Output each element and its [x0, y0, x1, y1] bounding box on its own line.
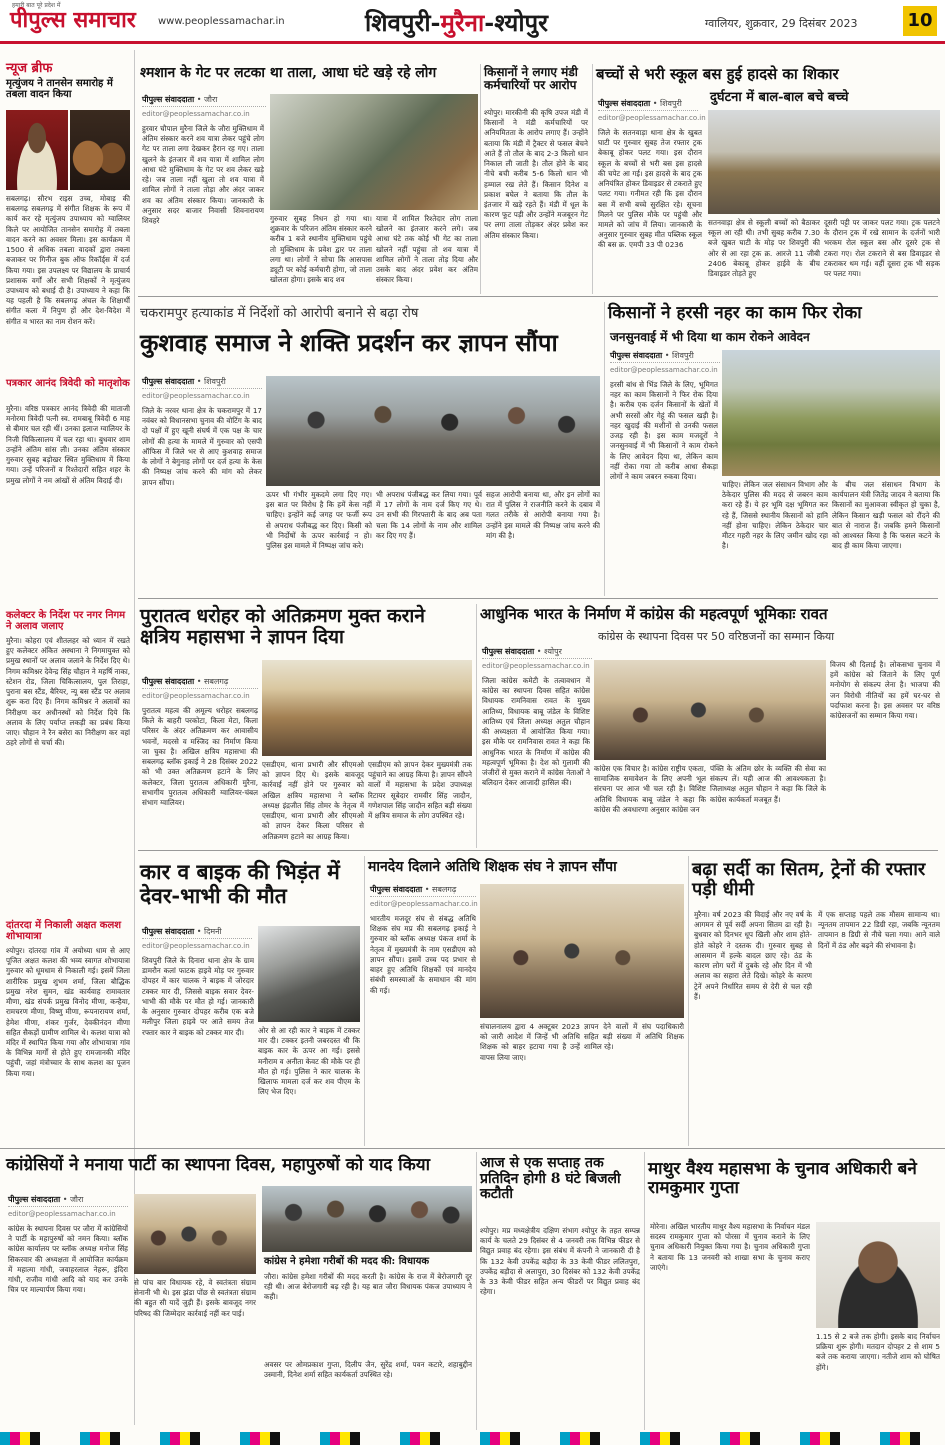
story-headline: कांग्रेसियों ने मनाया पार्टी का स्थापना दिवस, महापुरुषों को याद किया	[6, 1155, 431, 1175]
protest-crowd-photo	[266, 376, 600, 486]
story-headline: किसानों ने लगाए मंडी कर्मचारियों पर आरोप	[484, 65, 578, 93]
story-headline: आज से एक सप्ताह तक प्रतिदिन होगी 8 घंटे बिजली कटौती	[480, 1155, 621, 1203]
byline: पीपुल्स संवाददाता • श्योपुर	[482, 646, 592, 659]
column-rule	[592, 64, 593, 294]
story-body: अवसर पर ओमप्रकाश गुप्ता, दिलीप जैन, सुरेंद्र शर्मा, पवन कटारे, शहाबुद्दीन उस्मानी, दिनेश शर्मा सहित कार्यकर्ता उपस्थित रहे।	[264, 1360, 472, 1380]
brief-headline: पत्रकार आनंद त्रिवेदी को मातृशोक	[6, 378, 130, 389]
brief-headline: दांतरदा में निकाली अक्षत कलश शोभायात्रा	[6, 920, 122, 943]
editor-email[interactable]: editor@peoplessamachar.co.in	[142, 110, 250, 118]
column-rule	[364, 856, 365, 1146]
brief-headline: कलेक्टर के निर्देश पर नगर निगम ने अलाव जलाए	[6, 610, 126, 633]
story-body: गुरुवार सुबह निधन हो गया था। शुक्रवार के परिजन अंतिम संस्कार करने करीब 1 बजे स्थानीय मुक्तिधाम पहुंचे तो मुक्तिधाम के प्रवेश द्वार पर ताला लगा था। लोगों ने सोचा कि आसपास ड्यूटी पर कोई कर्मचारी होगा, जो ताला खोलता होगा। इसके बाद शव	[270, 214, 372, 285]
story-body: कांग्रेस एक विचार है। कांग्रेस राष्ट्रीय एकता, सामाजिक समावेशन के लिए अपनी भूल संरचना पर आज भी चल रही है। विशिष्ट अतिथि विधायक बाबू जंडेल ने कहा कि कांग्रेस की अवधारणा अनुसार कांग्रेस जन	[594, 764, 706, 814]
story-body: संचालनालय द्वारा 4 अक्टूबर 2023 को जारी आदेश में जिन्हें भी अतिथि शिक्षक को बाहर हटाया गया है उन्हें वापस लिया जाए।	[480, 1022, 580, 1062]
story-body: एसडीएम को ज्ञापन देकर मुख्यमंत्री तक पहुंचाने का आग्रह किया है। ज्ञापन सौंपने वालों में महासभा के प्रदेश उपाध्यक्ष रिटायर सूबेदार रामवीर सिंह जादौन, गणेशपाल सिंह जादौन सहित बड़ी संख्या में क्षत्रिय समाज के लोग उपस्थित रहे।	[368, 760, 472, 821]
story-headline: कार व बाइक की भिड़ंत में देवर-भाभी की मौत	[140, 859, 340, 908]
story-body: पंक्ति के अंतिम छोर के व्यक्ति की सेवा का संकल्प लें। यही आज की आवश्यकता है। जिलाध्यक्ष अतुल चौहान ने कहा कि जिले के कांग्रेस कार्यकर्ता मजबूत हैं।	[710, 764, 826, 804]
byline: पीपुल्स संवाददाता • सबलगढ़	[142, 676, 258, 689]
story-body: के बीच जल संसाधन विभाग के कार्यपालन यंत्री जितेंद्र जादव ने बताया कि किसानों का मुआवजा स्वीकृत हो चुका है, लेकिन किसान खड़ी फसल को रौंदने की बात से नाराज हैं। जबकि हमने किसानों को आश्वस्त किया है कि फसल कटने के बाद ही काम किया जाएगा।	[832, 480, 940, 551]
byline: पीपुल्स संवाददाता • जौरा	[8, 1194, 128, 1207]
print-registration-marks	[0, 1432, 945, 1445]
story-headline: बच्चों से भरी स्कूल बस हुई हादसे का शिकार	[596, 65, 839, 83]
byline: पीपुल्स संवाददाता • शिवपुरी	[598, 98, 698, 111]
news-brief-label: न्यूज ब्रीफ	[6, 61, 53, 76]
story-body: मुरैना। वर्ष 2023 की विदाई और नए वर्ष के आगमन से पूर्व सर्दी अपना सितम ढा रही है। बुधवार को दिनभर धूप खिली और शाम होते-होते कोहरे ने दस्तक दी। गुरुवार सुबह से आसमान में हल्के बादल छाए रहे। ठंड के कारण लोग घरों में दुबके रहे और दिन में भी अलाव का सहारा लेते दिखे। कोहरे के कारण ट्रेनें अपने निर्धारित समय से देरी से चल रही हैं।	[694, 910, 812, 1001]
page-section-title: शिवपुरी-मुरैना-श्योपुर	[365, 8, 548, 37]
editor-email[interactable]: editor@peoplessamachar.co.in	[142, 692, 250, 700]
story-body: ऊपर भी गंभीर मुकदमे लगा दिए गए। इस बात पर विरोध है कि हमें केस नहीं चाहिए। इन्होंने कई जगह पर फर्जी रूप से अपराध पंजीबद्ध कर दिए। किसी को भी निर्दोषों के ऊपर कार्रवाई न हो। पुलिस इस मामले में निष्पक्ष जांच करे।	[266, 490, 372, 551]
story-body: सहज आरोपी बनाया था, और इन लोगों का रात में पुलिस ने राजनीति करने के दबाव में गलत तरीके से आरोपी बनाया गया है। उन्होंने इस मामले की निष्पक्ष जांच करने की मांग की है।	[486, 490, 600, 540]
story-headline: पुरातत्व धरोहर को अतिक्रमण मुक्त कराने क्षत्रिय महासभा ने ज्ञापन दिया	[140, 605, 425, 649]
column-rule	[476, 1152, 477, 1430]
foundation-day-photo	[134, 1194, 256, 1274]
column-rule	[604, 302, 605, 596]
story-body: ज्ञापन देने वालों में संघ पदाधिकारी सहित बड़ी संख्या में अतिथि शिक्षक शामिल रहे।	[584, 1022, 684, 1052]
column-rule	[476, 604, 477, 848]
story-body: भी अपराध पंजीबद्ध कर लिया गया। पूर्व में 17 लोगों के नाम दर्ज किए गए थे। उन सभी की गिरफ्तारी के बाद अब पता चला कि 14 लोगों के नाम और शामिल कर दिए गए हैं।	[376, 490, 482, 540]
story-headline: श्मशान के गेट पर लटका था ताला, आधा घंटे खड़े रहे लोग	[140, 65, 437, 81]
story-headline: बढ़ा सर्दी का सितम, ट्रेनों की रफ्तार पड़ी धीमी	[692, 859, 926, 901]
story-body: जौरा। कांग्रेस हमेशा गरीबों की मदद करती है। कांग्रेस के राज में बेरोजगारी दूर रही थी। आज बेरोजगारी बढ़ रही है। यह बात जौरा विधायक पंकज उपाध्याय ने कही।	[264, 1272, 472, 1302]
editor-email[interactable]: editor@peoplessamachar.co.in	[610, 366, 718, 374]
brief-text: मुरैना। वरिष्ठ पत्रकार आनंद त्रिवेदी की माताजी मनोरमा त्रिवेदी पत्नी स्व. रामबाबू त्रिवेदी 6 माह से बीमार चल रही थीं। उनका इलाज ग्वालियर के निजी चिकित्सालय में चल रहा था। बुधवार शाम उन्होंने अंतिम सांस ली। उनका अंतिम संस्कार गुरुवार सुबह बड़ोखर स्थित मुक्तिधाम में किया गया। उन्हें परिजनों व रिश्तेदारों सहित शहर के प्रमुख लोगों ने नम आंखों से अंतिम विदाई दी।	[6, 404, 130, 485]
section-divider	[138, 850, 938, 851]
bus-accident-photo	[708, 110, 940, 214]
cremation-gate-photo	[270, 94, 478, 210]
dateline: ग्वालियर, शुक्रवार, 29 दिसंबर 2023	[705, 17, 858, 30]
byline: पीपुल्स संवाददाता • जौरा	[142, 94, 266, 107]
story-body: सतनवाड़ा क्षेत्र से स्कूली बच्चों को बैठाकर स्कूल आ रही थी। तभी सुबह करीब 7.30 बजे खुबत घाटी के मोड़ पर शिवपुरी की ओर से आ रहा ट्रक क्र. आरजे 11 जीबी 2406 बेकाबू होकर हाईवे के बीच डिवाइडर तोड़ते हुए	[708, 218, 820, 279]
story-body: कांग्रेस के स्थापना दिवस पर जौरा में कांग्रेसियों ने पार्टी के महापुरुषों को नमन किया। ब्लॉक कांग्रेस कार्यालय पर ब्लॉक अध्यक्ष मनोज सिंह सिकरवार की अध्यक्षता में आयोजित कार्यक्रम में महात्मा गांधी, जवाहरलाल नेहरू, इंदिरा गांधी, राजीव गांधी आदि को याद कर उनके चित्र पर माल्यार्पण किया गया।	[8, 1224, 128, 1295]
column-rule	[688, 856, 689, 1146]
story-body: शिवपुरी जिले के दिनारा थाना क्षेत्र के ग्राम डामरौन कलां फाटक हाइवे मोड़ पर गुरुवार दोपहर में कार चालक ने बाइक में जोरदार टक्कर मार दी, जिससे बाइक सवार देवर-भाभी की मौके पर मौत हो गई। जानकारी के अनुसार गुरुवार दोपहर करीब एक बजे मलीपुर जिला हाइवे पर आते समय तेज रफ्तार कार ने बाइक को टक्कर मार दी।	[142, 956, 254, 1037]
tabla-photo	[70, 110, 130, 190]
website-url[interactable]: www.peoplessamachar.in	[158, 16, 285, 27]
story-headline: आधुनिक भारत के निर्माण में कांग्रेस की महत्वपूर्ण भूमिकाः रावत	[480, 605, 828, 623]
story-body: हरसी बांध से भिंड जिले के लिए, भूमिगत नहर का काम किसानों ने फिर रोक दिया है। करीब एक दर्जन किसानों के खेतों में अभी सरसों और गेहूं की फसल खड़ी है। नहर खुदाई की मशीनों से उनकी फसल उजड़ रही है। इस काम मजदूरों ने जनसुनवाई में भी किसानों ने काम रोकने के लिए आवेदन दिया था, लेकिन काम नहीं रोका गया तो करीब आधा सैकड़ा लोगों ने काम जबरन रुकवा दिया।	[610, 380, 718, 481]
editor-email[interactable]: editor@peoplessamachar.co.in	[142, 392, 250, 400]
story-body: जिले के नरवर थाना क्षेत्र के चकरामपुर में 17 नवंबर को विधानसभा चुनाव की वोटिंग के बाद दो पक्षों में हुए खूनी संघर्ष में एक पक्ष के चार लोगों की हत्या के मामले में गुरुवार को एसपी ऑफिस में जिले भर से आए कुशवाह समाज के लोगों ने बेगुनाह लोगों पर दर्ज हत्या के केस की निष्पक्ष जांच करने की मांग को लेकर ज्ञापन सौंपा।	[142, 406, 262, 487]
story-body: जिला कांग्रेस कमेटी के तत्वावधान में कांग्रेस का स्थापना दिवस सहित कांग्रेस विधायक रामनिवास रावत के मुख्य आतिथ्य, विधायक बाबू जंडेल के विशिष्ट आतिथ्य एवं जिला अध्यक्ष अतुल चौहान की अध्यक्षता में आयोजित किया गया। इस मौके पर रामनिवास रावत ने कहा कि आधुनिक भारत के निर्माण में कांग्रेस की महत्वपूर्ण भूमिका है। देश को गुलामी की जंजीरों से मुक्त कराने में कांग्रेस नेताओं ने बलिदान देकर आजादी हासिल की।	[482, 676, 590, 788]
story-subhead: कांग्रेस के स्थापना दिवस पर 50 वरिष्ठजनों का सम्मान किया	[598, 630, 835, 643]
story-headline: मानदेय दिलाने अतिथि शिक्षक संघ ने ज्ञापन सौंपा	[368, 859, 617, 875]
congress-meeting-photo	[594, 660, 826, 760]
story-body: से पांच बार विधायक रहे, वे स्वतंत्रता संग्राम सेनानी भी थे। इस झंडा पोंछ से स्वतंत्रता संग्राम की बहुत सी यादें जुड़ी हैं। इसके बावजूद नगर परिषद की जिम्मेदार कार्रवाई नहीं कर पाई।	[134, 1278, 256, 1318]
column-rule	[644, 1152, 645, 1430]
byline: पीपुल्स संवाददाता • शिवपुरी	[142, 376, 262, 389]
section-divider	[138, 598, 938, 599]
story-subhead: जनसुनवाई में भी दिया था काम रोकने आवेदन	[610, 330, 810, 344]
ramkumar-gupta-portrait	[816, 1222, 940, 1328]
story-body: हुरवार चौपाल मुरैना जिले के जौरा मुक्तिधाम में अंतिम संस्कार करने शव यात्रा लेकर पहुंचे लोग गेट पर ताला लगा देखकर हैरान रह गए। ताला खुलने के इंतजार में शव यात्रा में शामिल लोग आधा घंटे मुक्तिधाम के गेट पर शव लेकर खड़े रहे। जब ताला नहीं खुला तो शव यात्रा में शामिल लोगों ने ताला तोड़ा और अंदर जाकर शव का अंतिम संस्कार किया। जानकारी के अनुसार सदर बाजार निवासी शिवनारायण शिवहरे	[142, 124, 264, 225]
brief-text: मुरैना। कोहरा एवं शीतलहर को ध्यान में रखते हुए कलेक्टर अंकित अस्थाना ने निगमायुक्त को प्रमुख स्थानों पर अलाव जलाने के निर्देश दिए थे। निगम कमिश्नर देवेन्द्र सिंह चौहान ने महर्षि नाका, स्टेशन रोड, जिला चिकित्सालय, पुल तिराहा, पुराना बस स्टैंड, बैरियर, न्यू बस स्टैंड पर अलाव शुरू करा दिए हैं। निगम कमिश्नर ने अलावों का निरीक्षण कर अधीनस्थों को निर्देश दिये कि अलाव के लिए पर्याप्त लकड़ी का प्रबंध किया जाए। चौहान ने रैन बसेरा का निरीक्षण कर वहां ठहरे लोगों से चर्चा की।	[6, 636, 130, 748]
section-divider	[138, 296, 938, 297]
story-headline: कुशवाह समाज ने शक्ति प्रदर्शन कर ज्ञापन सौंपा	[140, 328, 558, 357]
congress-group-photo	[262, 1186, 472, 1252]
section-divider	[0, 1148, 945, 1149]
brief-headline: मृत्युंजय ने तानसेन समारोह में तबला वादन किया	[6, 78, 113, 101]
column-rule	[480, 64, 481, 294]
newspaper-logo: पीपुल्स समाचार	[10, 7, 136, 33]
story-body: यात्रा में शामिल रिश्तेदार लोग ताला खोलने का इंतजार करने लगे। जब आधा घंटे तक कोई भी गेट का ताला खोलने नहीं पहुंचा तो शव यात्रा में शामिल लोगों ने ताला तोड़ दिया और उसके बाद अंदर प्रवेश कर अंतिम संस्कार किया।	[376, 214, 478, 285]
musician-photo	[6, 110, 68, 190]
story-headline: माथुर वैश्य महासभा के चुनाव अधिकारी बने रामकुमार गुप्ता	[648, 1159, 917, 1199]
story-headline: किसानों ने हरसी नहर का काम फिर रोका	[608, 303, 862, 323]
byline: पीपुल्स संवाददाता • दिमनी	[142, 926, 252, 939]
masthead	[0, 0, 945, 44]
teachers-memorandum-photo	[480, 884, 684, 1018]
story-body: में एक सप्ताह पहले तक मौसम सामान्य था। न्यूनतम तापमान 22 डिग्री रहा, जबकि न्यूनतम तापमान 8 डिग्री से नीचे चला गया। आने वाले दिनों में ठंड और बढ़ने की संभावना है।	[818, 910, 940, 950]
story-body: श्योपुर। मारकीनी की कृषि उपज मंडी में किसानों ने मंडी कर्मचारियों पर अनियमितता के आरोप लगाए हैं। उन्होंने बताया कि मंडी में ट्रैक्टर से फसल बेचने आते हैं तो तौल के बाद 2-3 किलो धान निकाल ली जाती है। तौल होने के बाद नीचे बची करीब 5-6 किलो धान भी हम्माल रख लेते हैं। किसान दिनेश व प्रकाश बघेल ने बताया कि तौल के इंतजार में खड़े रहते हैं। मंडी में धूल के कारण फूट पड़ी और उन्होंने मजबूरन गेट पर लगा ताला तोड़कर अंदर प्रवेश कर अंतिम संस्कार किया।	[484, 108, 588, 240]
story-body: भारतीय मजदूर संघ से संबद्ध अतिथि शिक्षक संघ मप्र की सबलगढ़ इकाई ने गुरुवार को ब्लॉक अध्यक्ष पंकज शर्मा के नेतृत्व में मुख्यमंत्री के नाम एसडीएम को ज्ञापन सौंपा। इसमें उच्च पद प्रभार से बाहर हुए अतिथि शिक्षकों एवं मानदेय संबंधी समस्याओं के समाधान की मांग की गई।	[370, 914, 476, 995]
story-quote-headline: कांग्रेस ने हमेशा गरीबों की मदद की: विधायक	[264, 1256, 430, 1267]
story-body: पुरातत्व महत्व की अमूल्य धरोहर सबलगढ़ किले के बाहरी परकोटा, किला मेटा, किला परिसर के अंदर अतिक्रमण कर आवासीय भवनों, मदरसे व मस्जिद का निर्माण किया जा चुका है। अखिल क्षत्रिय महासभा की सबलगढ़ ब्लॉक इकाई ने 28 दिसंबर 2022 को भी उक्त अतिक्रमण हटाने के लिए कलेक्टर, जिला पुरातत्व अधिकारी मुरैना, सभागीय पुरातत्व अधिकारी ग्वालियर-चंबल संभाग ग्वालियर।	[142, 706, 258, 807]
editor-email[interactable]: editor@peoplessamachar.co.in	[142, 942, 250, 950]
canal-field-photo	[722, 350, 940, 476]
story-body: एसडीएम, थाना प्रभारी और सीएमओ को ज्ञापन दिए थे। इसके बावजूद कार्रवाई नहीं होने पर गुरुवार को अखिल क्षत्रिय महासभा ने ब्लॉक अध्यक्ष इंद्रजीत सिंह तोमर के नेतृत्व में एसडीएम, थाना प्रभारी और सीएमओ को ज्ञापन देकर किला परिसर से अतिक्रमण हटाने का आग्रह किया।	[262, 760, 364, 841]
editor-email[interactable]: editor@peoplessamachar.co.in	[598, 114, 706, 122]
story-body: ओर से आ रही कार ने बाइक में टक्कर मार दी। टक्कर इतनी जबरदस्त थी कि बाइक कार के ऊपर आ गई। इससे मनीराम व अनीता केवट की मौके पर ही मौत हो गई। पुलिस ने कार चालक के खिलाफ मामला दर्ज कर शव पीएम के लिए भेज दिए।	[258, 1026, 360, 1097]
story-body: चाहिए। लेकिन जल संसाधन विभाग और ठेकेदार पुलिस की मदद से जबरन काम करा रहे हैं। ये हर भूमि दक्ष भूमिगत कर रहे हैं, जिससे स्थानीय किसानों को हानि नहीं होना चाहिए। लेकिन ठेकेदार चार मीटर गहरी नहर के लिए जमीन खोद रहा है।	[722, 480, 828, 551]
crash-photo	[258, 926, 360, 1022]
byline: पीपुल्स संवाददाता • सबलगढ़	[370, 884, 476, 897]
story-body: जिले के सतनवाड़ा थाना क्षेत्र के खुबत घाटी पर गुरुवार सुबह तेज रफ्तार ट्रक बेकाबू होकर पलट गया। इस दौरान स्कूल के बच्चों से भरी बस इस हादसे की चपेट आ गई। इस हादसे के बाद ट्रक अनियंत्रित होकर डिवाइडर से टकराते हुए पलट गया। गनीमत रही कि इस दौरान बस में सभी बच्चे सुरक्षित रहे। सूचना मिलने पर पुलिस मौके पर पहुंची और मामले को जांच में लिया। जानकारी के अनुसार गुरुवार सुबह मीत पब्लिक स्कूल की बस क्र. एमपी 33 पी 0236	[598, 128, 702, 250]
memorandum-photo	[262, 660, 472, 756]
story-body: दूसरी पट्टी पर जाकर पलट गया। ट्रक पलटने के दौरान ट्रक में रखे सामान के दर्जनों भारी भरकम रोल स्कूल बस और दूसरे ट्रक से टकरा गए। रोल टकराने से बस डिवाइडर से टकराकर थम गई। वहीं दूसरा ट्रक भी सड़क पर पलट गया।	[824, 218, 940, 279]
story-body: श्योपुर। मप्र मध्यक्षेत्रीय दक्षिण संभाग श्योपुर के तहत सम्पन्न कार्य के चलते 29 दिसंबर से 4 जनवरी तक विभिन्न फीडर से विद्युत प्रवाह बंद रहेगा। इस संबंध में कंपनी ने जानकारी दी है कि 132 केवी उपकेंद्र बड़ौदा के 33 केवी फीडर ललितपुरा, उपकेंद्र बड़ौदा से अलापुरा, 30 दिसंबर को 132 केवी उपकेंद्र के 33 केवी फीडर सहित अन्य फीडरों पर विद्युत प्रवाह बंद रहेगा।	[480, 1226, 640, 1297]
story-kicker: चकरामपुर हत्याकांड में निर्देशों को आरोपी बनाने से बढ़ा रोष	[140, 306, 419, 321]
brief-text: सबलगढ़। सौरभ राइस उच्च, मोबाइ की सबलगढ़ सबलगढ़ में संगीत शिक्षक के रूप में कार्य कर रहे मृत्युंजय उपाध्याय को ग्वालियर किले पर आयोजित तानसेन समारोह में तबला वादन करने का अवसर मिला। इस कार्यक्रम में 1500 से अधिक तबला वादकों द्वारा तबला बजाकर पर गिनीज बुक ऑफ रिकॉर्ड्स में दर्ज किया गया। इस उपलक्ष्य पर विद्यालय के प्राचार्य प्रशासक वर्गों और सभी शिक्षकों ने मृत्युंजय उपाध्याय को बधाई दी है। उपाध्याय ने कहा कि यह पहली है कि सबलगढ़ अंचल के शिक्षार्थी संगीत कला में निपुण हों और देश-विदेश में संगीत व भारत का नाम रोशन करें।	[6, 194, 130, 326]
editor-email[interactable]: editor@peoplessamachar.co.in	[370, 900, 478, 908]
editor-email[interactable]: editor@peoplessamachar.co.in	[482, 662, 590, 670]
story-body: मोरेना। अखिल भारतीय माथुर वैश्य महासभा के निर्वाचन मंडल सदस्य रामकुमार गुप्ता को पोरसा में चुनाव कराने के लिए चुनाव अधिकारी नियुक्त किया गया है। चुनाव अधिकारी गुप्ता ने बताया कि 13 जनवरी को शाखा सभा के चुनाव कराए जाएंगे।	[650, 1222, 810, 1272]
brief-text: श्योपुर। दांतरदा गांव में अयोध्या धाम से आए पूजित अक्षत कलश की भव्य स्वागत शोभायात्रा गुरुवार को धूमधाम से निकाली गई। इसमें जिला शारीरिक प्रमुख शुभम शर्मा, जिला बौद्धिक प्रमुख नरेश सुमन, खंड कार्यवाह रामावतार मीणा, खंड संपर्क प्रमुख विनोद मीणा, कन्हैया, रामचरण मीणा, विष्णु मीणा, रूपनारायण शर्मा, हेमेश मीणा, शंकर गुर्जर, देवकीनंदन मीणा सहित सैकड़ों ग्रामीण शामिल थे। कलश यात्रा को मंदिर में स्थापित किया गया और शोभायात्रा गांव के विभिन्न मार्गों से होते हुए रामजानकी मंदिर पहुंची, जहां मंत्रोच्चार के साथ कलश का पूजन किया गया।	[6, 946, 130, 1078]
masthead-tagline: हमारी बात पूरे प्रदेश में	[12, 2, 61, 9]
story-body: विजय श्री दिलाई है। लोकसभा चुनाव में हमें कांग्रेस को जिताने के लिए पूर्ण मनोयोग से संकल्प लेना है। भाजपा की जन विरोधी नीतियों का हमें घर-घर से पर्दाफाश करना है। इस अवसर पर वरिष्ठ कांग्रेसजनों का सम्मान किया गया।	[830, 660, 940, 721]
story-subhead: दुर्घटना में बाल-बाल बचे बच्चे	[710, 90, 849, 105]
byline: पीपुल्स संवाददाता • शिवपुरी	[610, 350, 720, 363]
story-body: 1.15 से 2 बजे तक होगी। इसके बाद निर्वाचन प्रक्रिया शुरू होगी। मतदान दोपहर 2 से शाम 5 बजे तक कराया जाएगा। नतीजे शाम को घोषित होंगे।	[816, 1332, 940, 1372]
editor-email[interactable]: editor@peoplessamachar.co.in	[8, 1210, 116, 1218]
page-number: 10	[903, 6, 937, 36]
